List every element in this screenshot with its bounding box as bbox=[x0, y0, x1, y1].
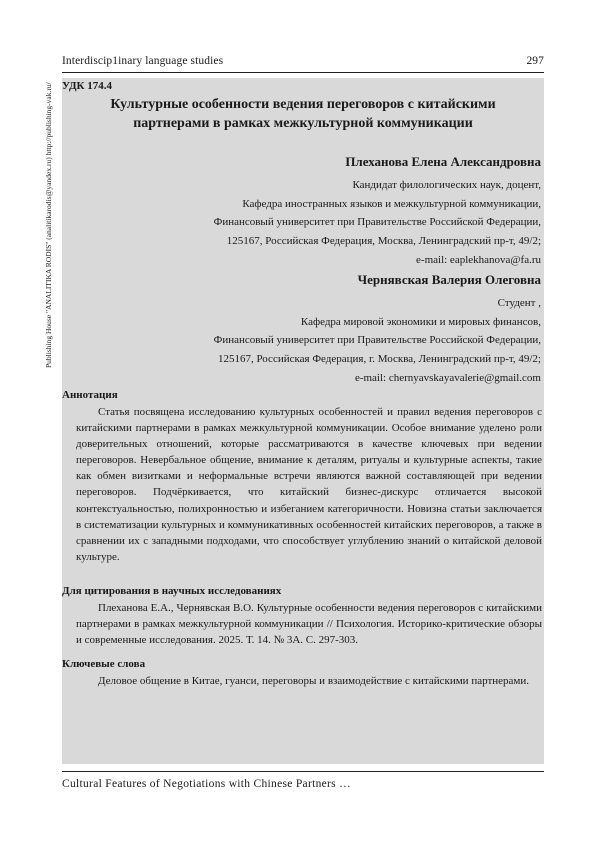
author-email[interactable]: e-mail: chernyavskayavalerie@gmail.com bbox=[354, 371, 541, 384]
udk-code: УДК 174.4 bbox=[62, 80, 113, 92]
footer-rule bbox=[62, 771, 544, 772]
article-title bbox=[82, 95, 524, 133]
affiliation-line: Финансовый университет при Правительстве Российской Федерации, bbox=[213, 216, 541, 229]
article-panel bbox=[62, 78, 544, 764]
header-rule bbox=[62, 72, 544, 73]
citation-text: Плеханова Е.А., Чернявская В.О. Культурные особенности ведения переговоров с китайскими партнерами в рамках межкультурной коммуникации // Психология. Историко-критические обзоры и современные исследования. 2025. Т. 14. № 3А. С. 297-303. bbox=[76, 602, 542, 647]
citation-heading: Для цитирования в научных исследованиях bbox=[62, 585, 282, 597]
title-line: партнерами в рамках межкультурной коммуникации bbox=[133, 116, 473, 131]
abstract-text: Статья посвящена исследованию культурных особенностей и правил ведения переговоров с китайскими партнерами в рамках межкультурной коммуникации. Особое внимание уделено роли доверительных отношений, которые рассматриваются в качестве ключевых при ведении переговоров. Невербальное общение, внимание к деталям, ритуалы и культурные аспекты, такие как обмен визитками и неформальные встречи являются важной составляющей при ведении переговоров. Подчёркивается, что китайский бизнес-дискурс отличается высокой контекстуальностью, полихронностью и избеганием категоричности. Новизна статьи заключается в систематизации культурных и коммуникативных особенностей китайских переговоров, а также в сравнении их с западными подходами, что способствует углублению знаний о китайской деловой культуре. bbox=[76, 406, 542, 563]
running-header bbox=[62, 55, 544, 67]
author-name: Чернявская Валерия Олеговна bbox=[357, 272, 541, 287]
affiliation-line: 125167, Российская Федерация, Москва, Ленинградский пр-т, 49/2; bbox=[226, 235, 541, 248]
abstract-heading: Аннотация bbox=[62, 389, 118, 401]
affiliation-line: Финансовый университет при Правительстве Российской Федерации, bbox=[213, 334, 541, 347]
author-affiliation bbox=[214, 294, 541, 388]
affiliation-line: Кафедра иностранных языков и межкультурной коммуникации, bbox=[242, 197, 541, 210]
affiliation-line: Кандидат филологических наук, доцент, bbox=[352, 179, 541, 191]
title-line: Культурные особенности ведения переговоров с китайскими bbox=[110, 97, 496, 112]
journal-name: Interdiscip1inary language studies bbox=[62, 55, 224, 67]
affiliation-line: 125167, Российская Федерация, г. Москва, Ленинградский пр-т, 49/2; bbox=[217, 353, 541, 366]
affiliation-line: Кафедра мировой экономики и мировых финансов, bbox=[300, 315, 541, 328]
side-publisher-note: Publishing House "ANALITIKA RODIS" (analitikarodis@yandex.ru) http://publishing-vak.ru/ bbox=[44, 82, 53, 368]
keywords-heading: Ключевые слова bbox=[62, 658, 146, 670]
author-email[interactable]: e-mail: eaplekhanova@fa.ru bbox=[416, 253, 541, 266]
page-number: 297 bbox=[526, 55, 544, 67]
author-affiliation bbox=[214, 176, 541, 270]
running-footer: Cultural Features of Negotiations with Chinese Partners … bbox=[62, 778, 351, 790]
keywords-text: Деловое общение в Китае, гуанси, переговоры и взаимодействие с китайскими партнерами. bbox=[98, 675, 529, 687]
affiliation-line: Студент , bbox=[497, 297, 541, 309]
author-name: Плеханова Елена Александровна bbox=[345, 154, 541, 169]
